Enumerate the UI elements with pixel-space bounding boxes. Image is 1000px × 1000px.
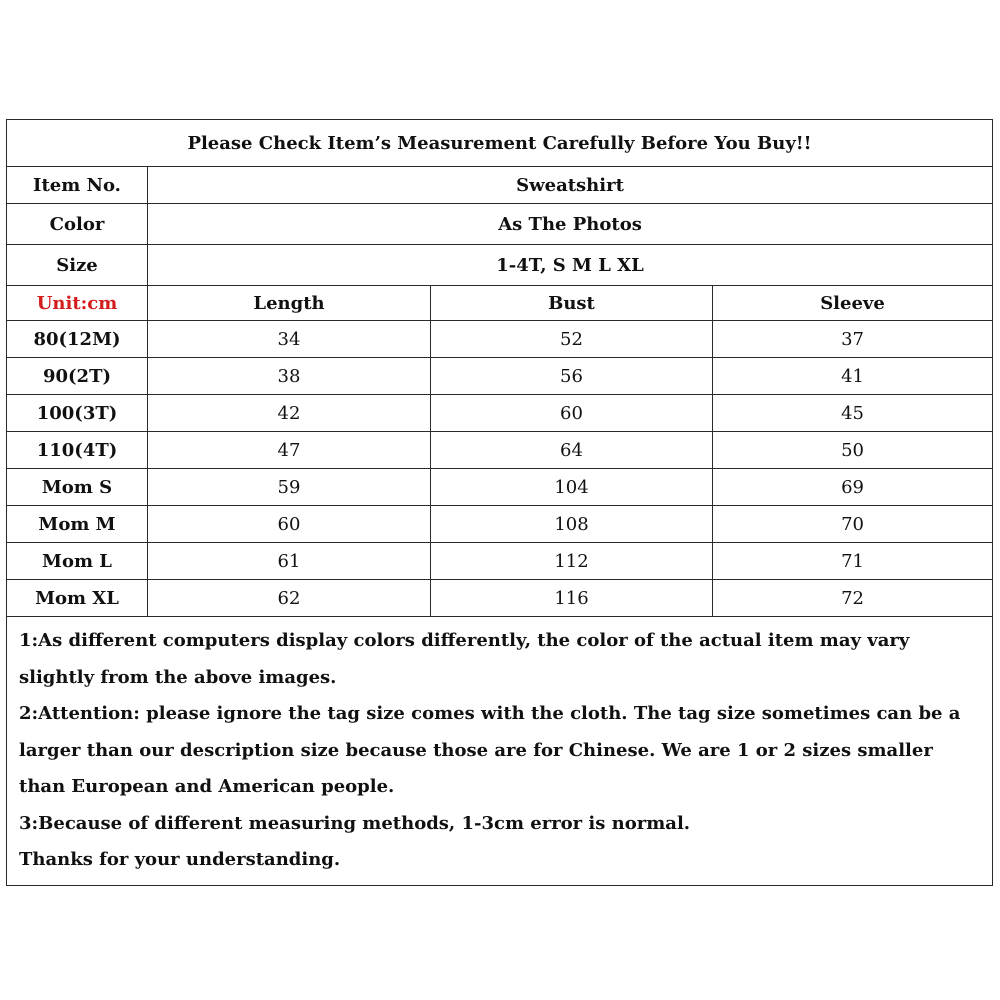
row-size-label: Mom XL bbox=[7, 580, 148, 617]
notes-row bbox=[7, 617, 993, 886]
cell-bust: 56 bbox=[431, 358, 713, 395]
cell-bust: 64 bbox=[431, 432, 713, 469]
cell-length: 59 bbox=[148, 469, 431, 506]
cell-sleeve: 70 bbox=[713, 506, 993, 543]
row-size-label: Mom S bbox=[7, 469, 148, 506]
color-label: Color bbox=[7, 204, 148, 245]
cell-bust: 60 bbox=[431, 395, 713, 432]
note-thanks: Thanks for your understanding. bbox=[19, 849, 341, 870]
item-no-value: Sweatshirt bbox=[148, 167, 993, 204]
size-chart bbox=[6, 119, 992, 886]
table-row bbox=[7, 395, 993, 432]
cell-length: 38 bbox=[148, 358, 431, 395]
item-no-label: Item No. bbox=[7, 167, 148, 204]
cell-bust: 108 bbox=[431, 506, 713, 543]
size-value: 1-4T, S M L XL bbox=[148, 245, 993, 286]
size-table bbox=[6, 119, 993, 886]
row-size-label: 90(2T) bbox=[7, 358, 148, 395]
cell-bust: 104 bbox=[431, 469, 713, 506]
table-row bbox=[7, 469, 993, 506]
cell-length: 60 bbox=[148, 506, 431, 543]
cell-sleeve: 69 bbox=[713, 469, 993, 506]
cell-sleeve: 50 bbox=[713, 432, 993, 469]
table-row bbox=[7, 358, 993, 395]
cell-bust: 116 bbox=[431, 580, 713, 617]
column-header-length: Length bbox=[148, 286, 431, 321]
column-header-row bbox=[7, 286, 993, 321]
row-size-label: Mom M bbox=[7, 506, 148, 543]
cell-sleeve: 71 bbox=[713, 543, 993, 580]
info-row-item bbox=[7, 167, 993, 204]
cell-sleeve: 72 bbox=[713, 580, 993, 617]
cell-bust: 52 bbox=[431, 321, 713, 358]
column-header-sleeve: Sleeve bbox=[713, 286, 993, 321]
table-row bbox=[7, 543, 993, 580]
row-size-label: Mom L bbox=[7, 543, 148, 580]
cell-sleeve: 37 bbox=[713, 321, 993, 358]
cell-length: 61 bbox=[148, 543, 431, 580]
cell-length: 34 bbox=[148, 321, 431, 358]
note-1: 1:As different computers display colors differently, the color of the actual item may vary slightly from the above images. bbox=[19, 630, 910, 688]
cell-length: 62 bbox=[148, 580, 431, 617]
title-row bbox=[7, 120, 993, 167]
cell-sleeve: 41 bbox=[713, 358, 993, 395]
note-2: 2:Attention: please ignore the tag size comes with the cloth. The tag size sometimes can be a larger than our description size because those are for Chinese. We are 1 or 2 sizes smaller than European and American people. bbox=[19, 703, 961, 797]
cell-sleeve: 45 bbox=[713, 395, 993, 432]
color-value: As The Photos bbox=[148, 204, 993, 245]
table-row bbox=[7, 432, 993, 469]
row-size-label: 100(3T) bbox=[7, 395, 148, 432]
cell-bust: 112 bbox=[431, 543, 713, 580]
size-label: Size bbox=[7, 245, 148, 286]
unit-label: Unit:cm bbox=[7, 286, 148, 321]
table-row bbox=[7, 580, 993, 617]
row-size-label: 80(12M) bbox=[7, 321, 148, 358]
table-row bbox=[7, 321, 993, 358]
note-3: 3:Because of different measuring methods, 1-3cm error is normal. bbox=[19, 812, 691, 834]
table-title: Please Check Item’s Measurement Carefully Before You Buy!! bbox=[7, 120, 993, 167]
notes-cell bbox=[7, 617, 993, 886]
data-rows bbox=[7, 321, 993, 617]
info-row-color bbox=[7, 204, 993, 245]
row-size-label: 110(4T) bbox=[7, 432, 148, 469]
cell-length: 42 bbox=[148, 395, 431, 432]
column-header-bust: Bust bbox=[431, 286, 713, 321]
info-row-size bbox=[7, 245, 993, 286]
cell-length: 47 bbox=[148, 432, 431, 469]
table-row bbox=[7, 506, 993, 543]
